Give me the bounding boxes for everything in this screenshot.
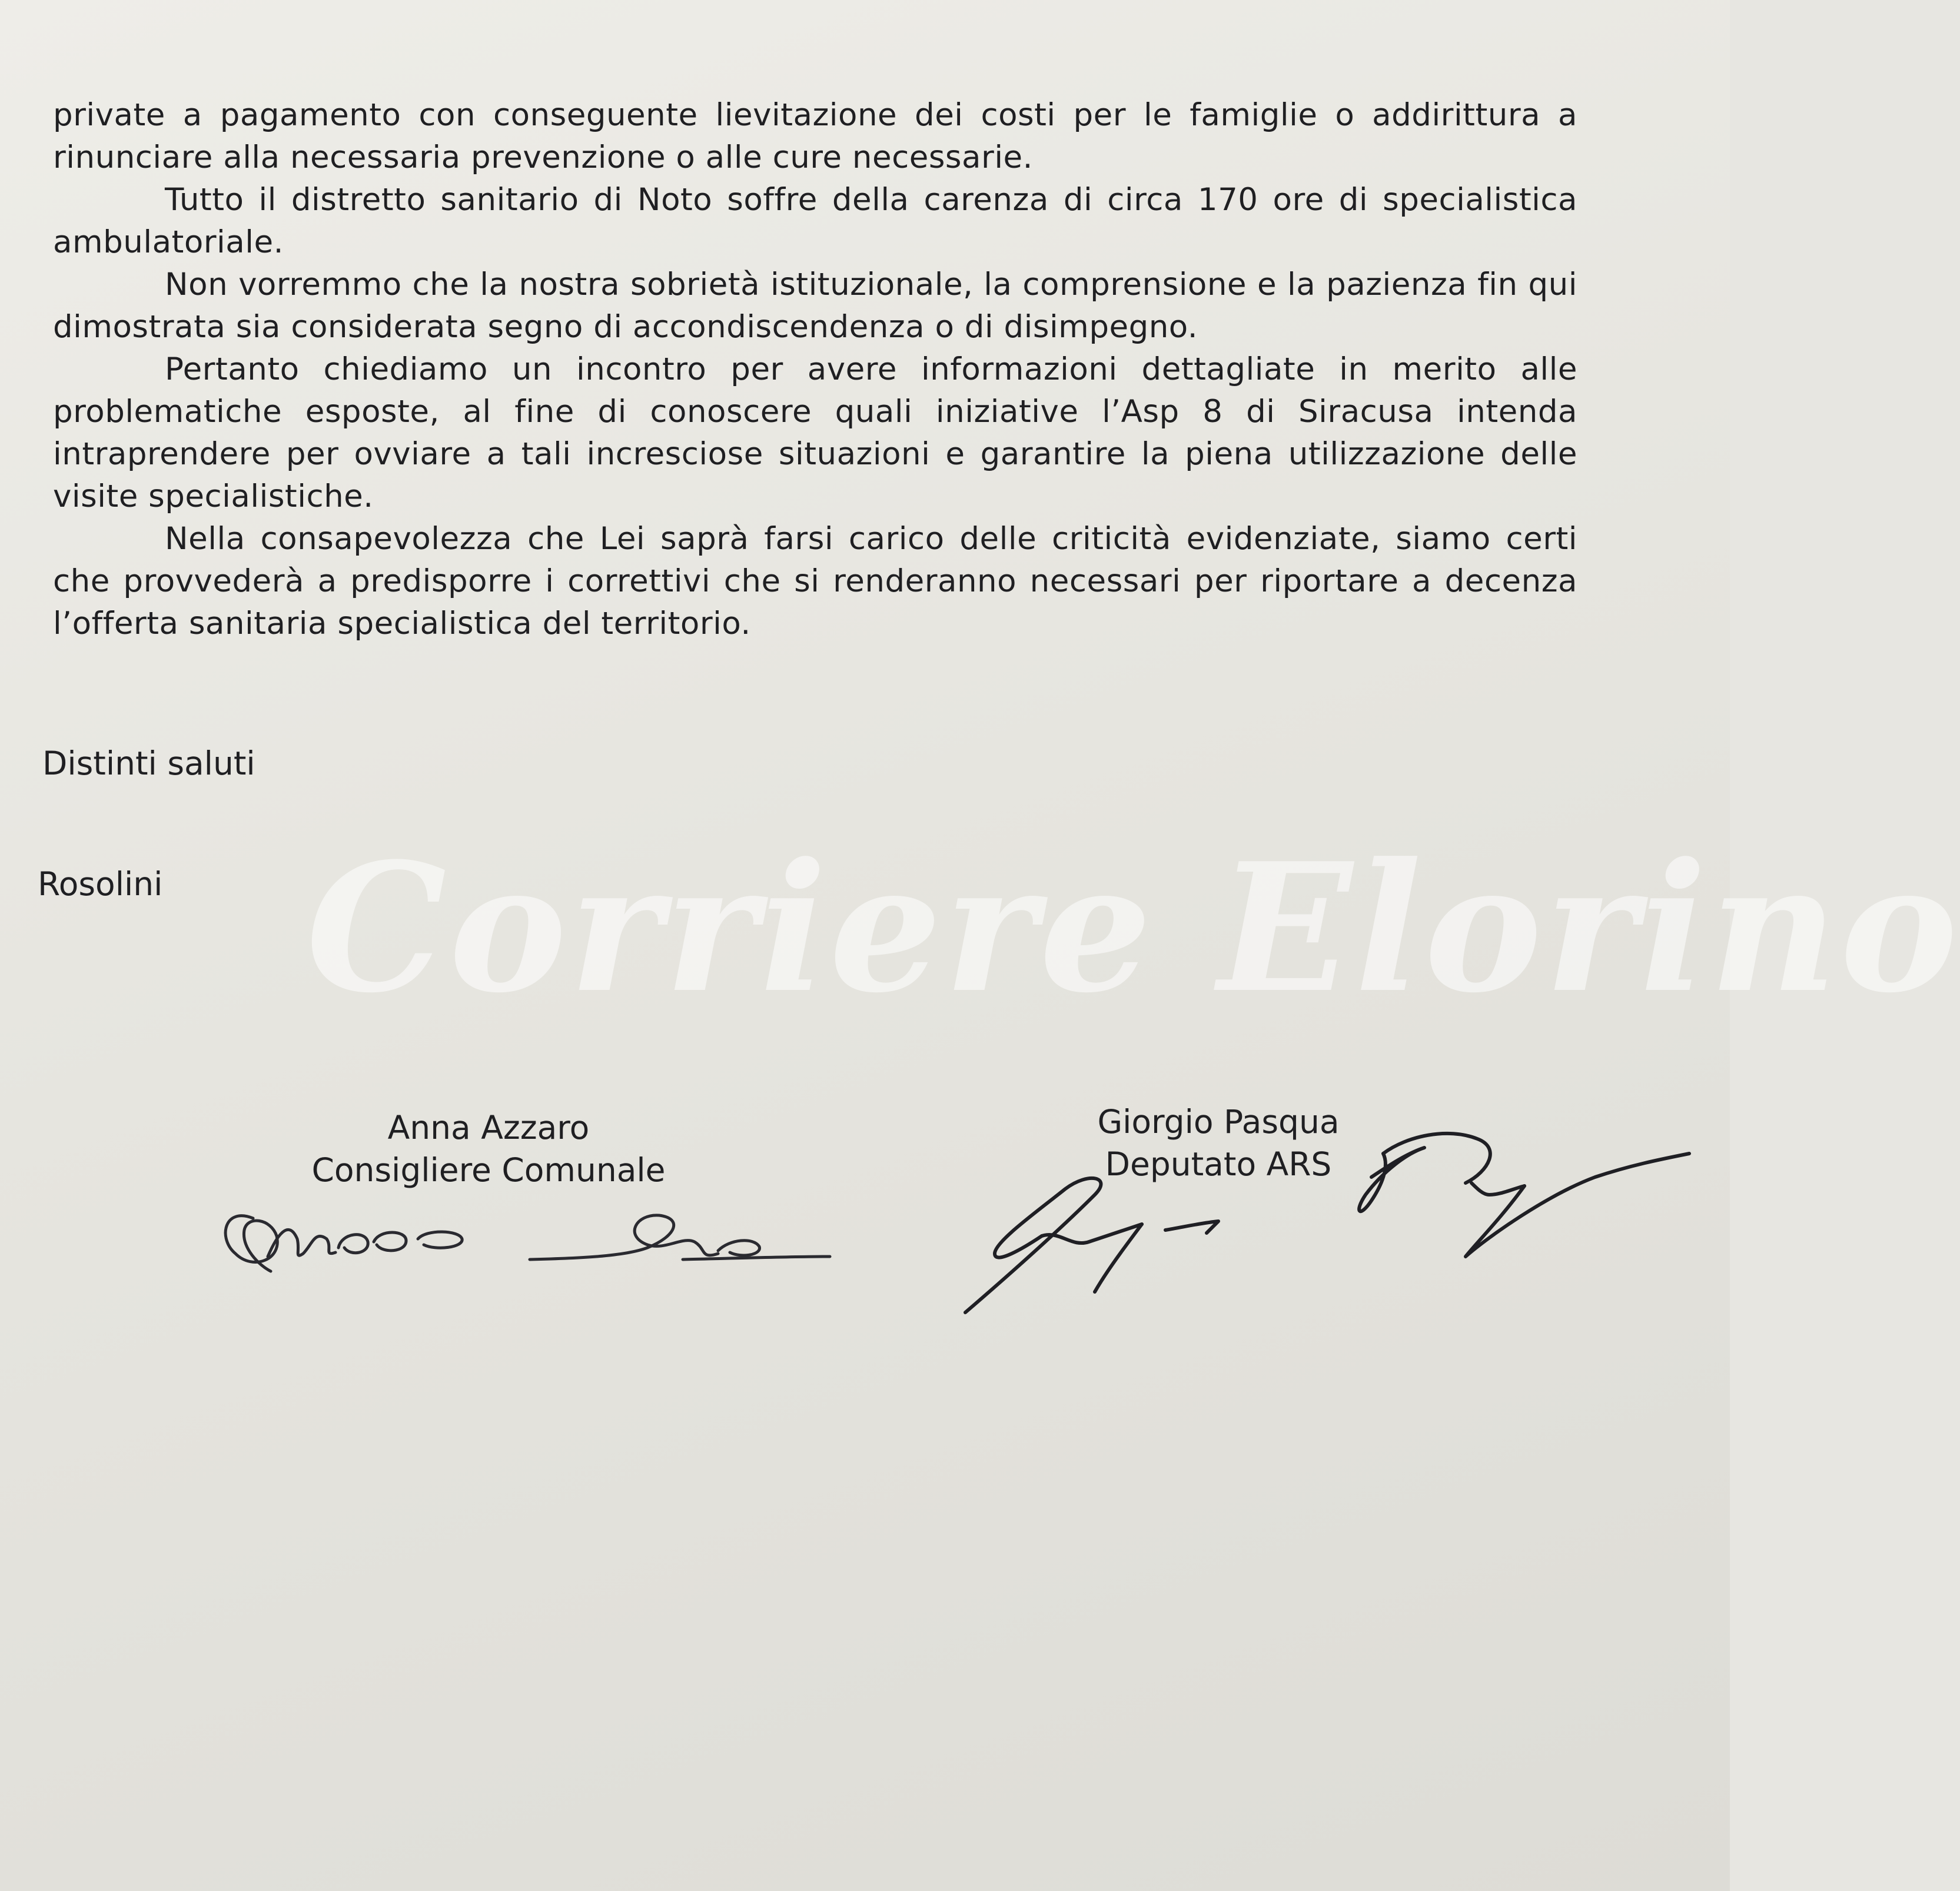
paragraph-4: Pertanto chiediamo un incontro per avere informazioni dettagliate in merito alle problematiche esposte, al fine di conoscere quali iniziative l’Asp 8 di Siracusa intenda intraprendere per ovviare a tali incresciose situazioni e garantire la piena utilizzazione delle visite specialistiche. [53,351,1577,514]
signatory-name: Anna Azzaro [387,1109,590,1146]
closing-salutation: Distinti saluti [42,745,255,782]
place-name: Rosolini [38,865,163,903]
signatory-name: Giorgio Pasqua [1097,1103,1340,1141]
signatory-role: Deputato ARS [1105,1145,1332,1183]
paragraph-2: Tutto il distretto sanitario di Noto soffre della carenza di circa 170 ore di specialistica ambulatoriale. [53,182,1577,260]
signatory-left [259,1106,718,1191]
paragraph-3: Non vorremmo che la nostra sobrietà istituzionale, la comprensione e la pazienza fin qui dimostrata sia considerata segno di accondiscendenza o di disimpegno. [53,267,1577,345]
paragraph-5: Nella consapevolezza che Lei saprà farsi carico delle criticità evidenziate, siamo certi che provvederà a predisporre i correttivi che si renderanno necessari per riportare a decenza l’offerta sanitaria specialistica del territorio. [53,521,1577,642]
signatory-role: Consigliere Comunale [311,1151,666,1189]
watermark: Corriere Elorino [306,824,1960,1032]
paragraph-1: private a pagamento con conseguente lievitazione dei costi per le famiglie o addirittura a rinunciare alla necessaria prevenzione o alle cure necessarie. [53,97,1577,175]
handwritten-signature-left [212,1183,848,1295]
handwritten-signature-right [959,1130,1701,1324]
letter-body [53,94,1577,645]
